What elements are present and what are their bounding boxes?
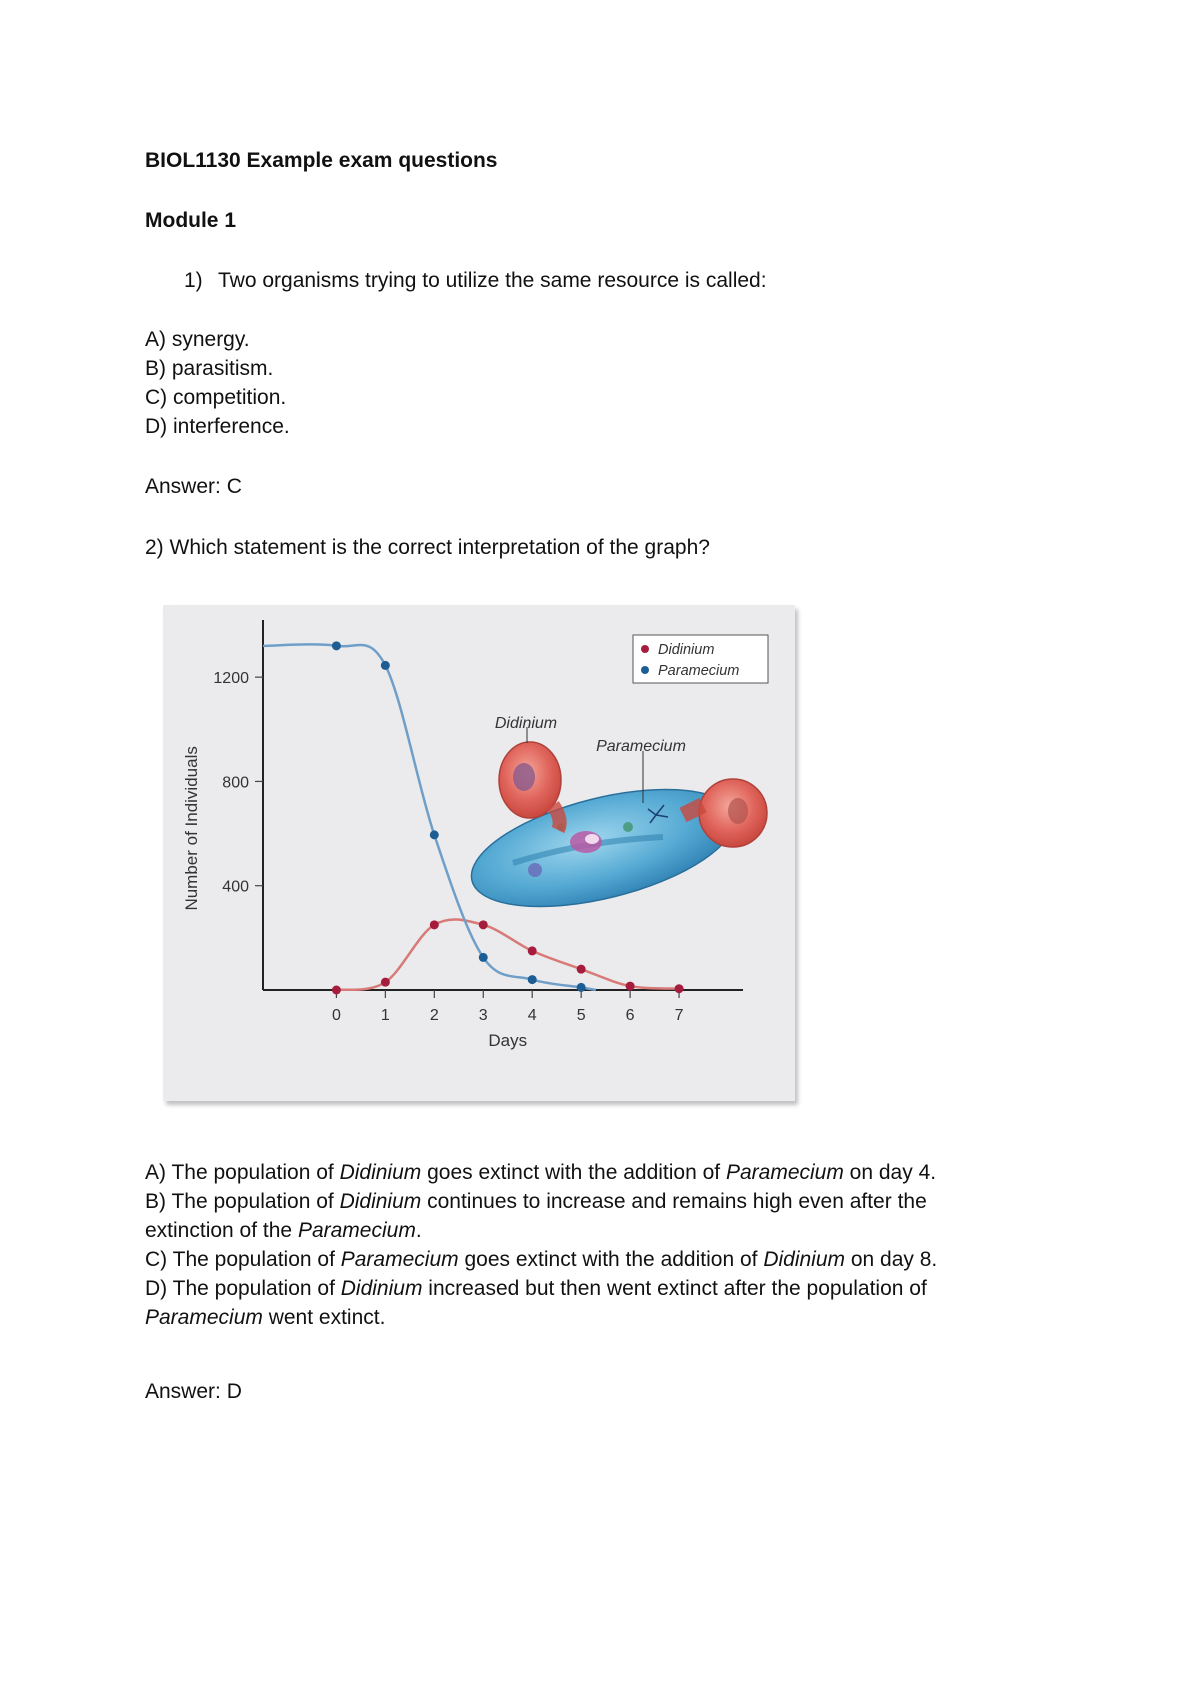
x-tick-label: 1 xyxy=(380,1007,390,1024)
data-point-paramecium xyxy=(430,830,439,839)
module-heading: Module 1 xyxy=(145,209,237,232)
q2-option-d-text-3: went extinct. xyxy=(262,1306,386,1329)
q2-option-a-italic-2: Paramecium xyxy=(725,1161,844,1184)
x-tick-label: 0 xyxy=(331,1007,341,1024)
q2-option-c-italic-2: Didinium xyxy=(763,1248,846,1271)
y-axis-label: Number of Individuals xyxy=(182,746,201,911)
data-point-paramecium xyxy=(332,641,341,650)
q2-question: 2) Which statement is the correct interpretation of the graph? xyxy=(145,536,710,559)
q1-number: 1) xyxy=(184,269,203,292)
data-point-didinium xyxy=(332,986,341,995)
didinium-cell-illustration-left xyxy=(499,742,561,830)
q2-options xyxy=(145,1158,1065,1332)
q2-option-b-text-3: extinction of the xyxy=(145,1219,298,1242)
x-tick-label: 4 xyxy=(527,1007,537,1024)
didinium-annotation: Didinium xyxy=(494,715,558,732)
q1-option-c: C) competition. xyxy=(145,386,287,409)
q2-option-d-italic-1: Didinium xyxy=(340,1277,423,1300)
data-point-didinium xyxy=(479,920,488,929)
x-tick-label: 3 xyxy=(478,1007,488,1024)
q2-option-b-line-2 xyxy=(145,1216,1065,1245)
data-point-didinium xyxy=(430,920,439,929)
q2-option-c-text-2: goes extinct with the addition of xyxy=(458,1248,764,1271)
q2-option-b-text-1: B) The population of xyxy=(145,1190,340,1213)
q2-option-a-text-2: goes extinct with the addition of xyxy=(421,1161,726,1184)
q2-option-b-line-1 xyxy=(145,1187,1065,1216)
data-point-didinium xyxy=(577,965,586,974)
q2-option-a xyxy=(145,1158,1065,1187)
x-tick-label: 2 xyxy=(429,1007,439,1024)
q2-option-c-text-1: C) The population of xyxy=(145,1248,341,1271)
x-tick-label: 7 xyxy=(674,1007,684,1024)
q2-option-d-text-2: increased but then went extinct after the population of xyxy=(422,1277,927,1300)
document-title: BIOL1130 Example exam questions xyxy=(145,149,498,172)
legend-marker-didinium xyxy=(641,645,649,653)
chart-legend xyxy=(633,635,768,683)
q2-option-b-text-4: . xyxy=(415,1219,422,1242)
population-chart xyxy=(163,605,795,1101)
q2-option-b-text-2: continues to increase and remains high even after the xyxy=(421,1190,927,1213)
y-tick-label: 1200 xyxy=(213,670,249,688)
q1-question: Two organisms trying to utilize the same resource is called: xyxy=(218,269,767,292)
q2-option-c xyxy=(145,1245,1065,1274)
q2-option-c-italic-1: Paramecium xyxy=(340,1248,459,1271)
q2-option-d-italic-2: Paramecium xyxy=(145,1306,263,1329)
q2-answer: Answer: D xyxy=(145,1380,242,1403)
q2-option-a-text-3: on day 4. xyxy=(843,1161,937,1184)
data-point-didinium xyxy=(626,982,635,991)
organism-illustration xyxy=(460,727,767,929)
q2-option-d-line-1 xyxy=(145,1274,1065,1303)
y-tick-label: 400 xyxy=(222,878,249,896)
q1-option-d: D) interference. xyxy=(145,415,290,438)
population-graph-figure xyxy=(163,605,795,1101)
q2-option-c-text-3: on day 8. xyxy=(845,1248,938,1271)
x-tick-label: 5 xyxy=(576,1007,586,1024)
q2-option-d-text-1: D) The population of xyxy=(145,1277,341,1300)
q2-option-a-text-1: A) The population of xyxy=(145,1161,340,1184)
data-point-didinium xyxy=(675,984,684,993)
legend-label-didinium: Didinium xyxy=(658,642,715,658)
data-point-paramecium xyxy=(528,975,537,984)
data-point-didinium xyxy=(528,946,537,955)
q2-option-b-italic-1: Didinium xyxy=(339,1190,422,1213)
paramecium-annotation: Paramecium xyxy=(596,738,686,755)
data-point-paramecium xyxy=(381,661,390,670)
q1-option-a: A) synergy. xyxy=(145,328,250,351)
data-point-didinium xyxy=(381,978,390,987)
q1-answer: Answer: C xyxy=(145,475,242,498)
legend-marker-paramecium xyxy=(641,666,649,674)
q2-option-d-line-2 xyxy=(145,1303,1065,1332)
q2-option-b-italic-2: Paramecium xyxy=(297,1219,416,1242)
legend-label-paramecium: Paramecium xyxy=(658,663,740,679)
data-point-paramecium xyxy=(577,983,586,992)
q1-option-b: B) parasitism. xyxy=(145,357,274,380)
x-axis-label: Days xyxy=(488,1031,528,1050)
x-tick-label: 6 xyxy=(625,1007,635,1024)
q2-option-a-italic-1: Didinium xyxy=(339,1161,422,1184)
data-point-paramecium xyxy=(479,953,488,962)
y-tick-label: 800 xyxy=(222,774,249,792)
